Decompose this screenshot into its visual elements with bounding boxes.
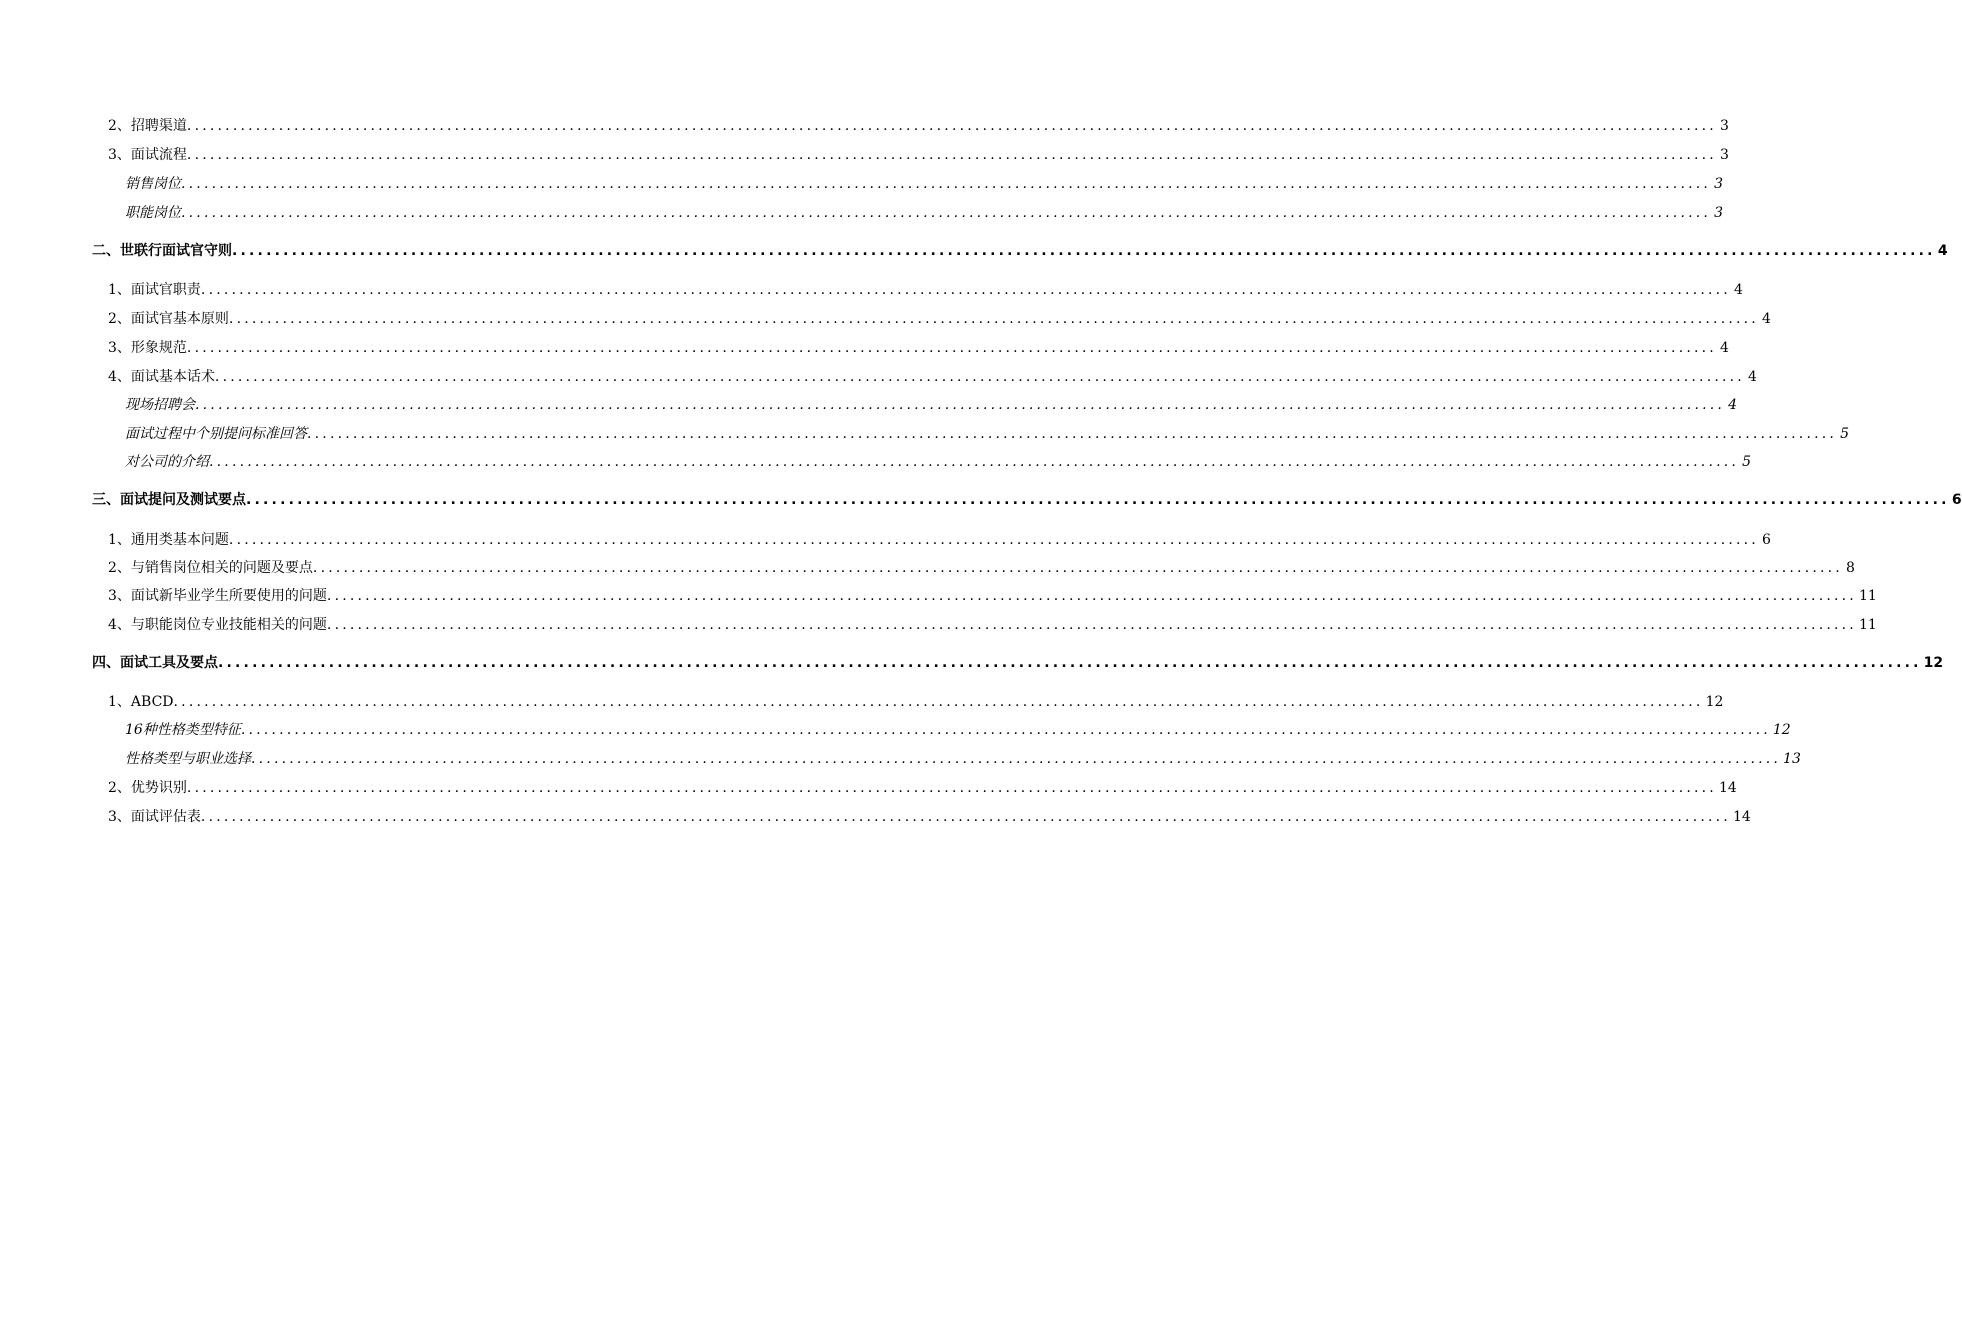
toc-dot-leader: ........................................................................................................................................................................................................ (246, 492, 1950, 508)
toc-entry-number: 2、 (108, 118, 131, 134)
toc-dot-leader: ........................................................................................................................................................................................................ (186, 147, 1717, 163)
toc-dot-leader: ........................................................................................................................................................................................................ (186, 118, 1717, 134)
toc-entry[interactable] (92, 653, 1944, 673)
toc-entry-label: ABCD (130, 694, 174, 710)
toc-entry[interactable] (125, 749, 1801, 769)
toc-entry[interactable] (108, 692, 1724, 712)
toc-entry-number: 3、 (108, 147, 131, 163)
toc-dot-leader: ........................................................................................................................................................................................................ (181, 205, 1712, 221)
toc-entry[interactable] (108, 778, 1737, 798)
toc-entry-page-number: 12 (1923, 655, 1944, 671)
toc-entry[interactable] (108, 338, 1729, 358)
toc-dot-leader: ........................................................................................................................................................................................................ (326, 588, 1857, 604)
toc-entry-label: 销售岗位 (125, 176, 181, 192)
toc-entry[interactable] (108, 367, 1757, 387)
toc-entry-page-number: 12 (1705, 694, 1724, 710)
toc-entry-page-number: 5 (1742, 454, 1752, 470)
toc-entry[interactable] (125, 452, 1752, 472)
toc-dot-leader: ........................................................................................................................................................................................................ (232, 243, 1936, 259)
toc-entry[interactable] (108, 530, 1771, 550)
toc-entry-label: 面试提问及测试要点 (120, 492, 246, 508)
toc-entry-page-number: 6 (1951, 492, 1962, 508)
toc-entry[interactable] (108, 309, 1771, 329)
toc-entry-page-number: 3 (1720, 147, 1729, 163)
toc-entry-number: 1、 (108, 282, 131, 298)
toc-entry-number: 3、 (108, 340, 131, 356)
toc-entry-number: 四、 (92, 655, 120, 671)
toc-entry-label: 面试基本话术 (130, 369, 215, 385)
toc-entry-label: 面试官基本原则 (130, 311, 229, 327)
toc-entry-number: 1、 (108, 694, 131, 710)
toc-entry[interactable] (108, 615, 1877, 635)
toc-entry-label: 面试流程 (130, 147, 187, 163)
toc-entry[interactable] (125, 174, 1724, 194)
toc-entry[interactable] (125, 720, 1791, 740)
toc-entry[interactable] (125, 203, 1724, 223)
toc-entry-label: 与职能岗位专业技能相关的问题 (130, 617, 327, 633)
toc-entry[interactable] (125, 395, 1738, 415)
toc-entry[interactable] (108, 807, 1751, 827)
toc-entry-label: 职能岗位 (125, 205, 181, 221)
toc-dot-leader: ........................................................................................................................................................................................................ (186, 340, 1717, 356)
toc-dot-leader: ........................................................................................................................................................................................................ (240, 722, 1771, 738)
toc-dot-leader: ........................................................................................................................................................................................................ (307, 426, 1838, 442)
toc-dot-leader: ........................................................................................................................................................................................................ (312, 560, 1843, 576)
toc-entry-number: 1、 (108, 532, 131, 548)
toc-entry-page-number: 6 (1762, 532, 1771, 548)
toc-entry[interactable] (92, 490, 1962, 510)
toc-entry-page-number: 4 (1937, 243, 1948, 259)
toc-entry-page-number: 14 (1732, 809, 1751, 825)
toc-entry-number: 2、 (108, 311, 131, 327)
toc-entry-page-number: 8 (1846, 560, 1855, 576)
toc-dot-leader: ........................................................................................................................................................................................................ (200, 282, 1731, 298)
toc-entry-number: 4、 (108, 369, 131, 385)
toc-entry-label: 面试评估表 (130, 809, 201, 825)
toc-entry-number: 二、 (92, 243, 120, 259)
toc-entry-page-number: 11 (1858, 617, 1877, 633)
toc-entry-page-number: 11 (1858, 588, 1877, 604)
toc-entry-number: 三、 (92, 492, 120, 508)
toc-entry-label: 面试过程中个别提问标准回答 (125, 426, 307, 442)
toc-entry-page-number: 4 (1720, 340, 1729, 356)
toc-dot-leader: ........................................................................................................................................................................................................ (173, 694, 1704, 710)
toc-entry-number: 3、 (108, 809, 131, 825)
toc-dot-leader: ........................................................................................................................................................................................................ (200, 809, 1731, 825)
toc-dot-leader: ........................................................................................................................................................................................................ (326, 617, 1857, 633)
toc-entry-page-number: 3 (1714, 176, 1724, 192)
toc-entry-number: 4、 (108, 617, 131, 633)
toc-entry-page-number: 4 (1728, 397, 1738, 413)
toc-dot-leader: ........................................................................................................................................................................................................ (209, 454, 1740, 470)
toc-entry-label: 与销售岗位相关的问题及要点 (130, 560, 313, 576)
toc-entry-label: 现场招聘会 (125, 397, 195, 413)
toc-dot-leader: ........................................................................................................................................................................................................ (228, 532, 1759, 548)
toc-entry[interactable] (108, 116, 1729, 136)
toc-entry-page-number: 14 (1718, 780, 1737, 796)
toc-dot-leader: ........................................................................................................................................................................................................ (218, 655, 1922, 671)
toc-entry[interactable] (108, 280, 1743, 300)
toc-entry-page-number: 13 (1783, 751, 1801, 767)
toc-dot-leader: ........................................................................................................................................................................................................ (181, 176, 1712, 192)
toc-entry[interactable] (108, 558, 1855, 578)
toc-dot-leader: ........................................................................................................................................................................................................ (214, 369, 1745, 385)
toc-entry-label: 招聘渠道 (130, 118, 187, 134)
toc-dot-leader: ........................................................................................................................................................................................................ (186, 780, 1717, 796)
toc-entry[interactable] (92, 241, 1948, 261)
toc-entry-label: 对公司的介绍 (125, 454, 209, 470)
toc-entry[interactable] (108, 586, 1877, 606)
toc-entry-page-number: 3 (1720, 118, 1729, 134)
toc-entry-label: 面试工具及要点 (120, 655, 218, 671)
toc-entry[interactable] (108, 145, 1729, 165)
toc-entry-label: 形象规范 (130, 340, 187, 356)
toc-dot-leader: ........................................................................................................................................................................................................ (251, 751, 1782, 767)
toc-entry-number: 3、 (108, 588, 131, 604)
toc-entry-page-number: 4 (1762, 311, 1771, 327)
toc-entry-label: 面试新毕业学生所要使用的问题 (130, 588, 327, 604)
toc-entry-label: 面试官职责 (130, 282, 201, 298)
toc-entry-page-number: 12 (1772, 722, 1791, 738)
toc-entry-label: 16种性格类型特征 (125, 722, 241, 738)
toc-entry-label: 性格类型与职业选择 (125, 751, 251, 767)
toc-entry[interactable] (125, 424, 1850, 444)
toc-entry-page-number: 3 (1714, 205, 1724, 221)
toc-entry-label: 优势识别 (130, 780, 187, 796)
toc-entry-page-number: 4 (1748, 369, 1757, 385)
toc-entry-number: 2、 (108, 780, 131, 796)
toc-entry-label: 通用类基本问题 (130, 532, 229, 548)
toc-dot-leader: ........................................................................................................................................................................................................ (195, 397, 1726, 413)
toc-dot-leader: ........................................................................................................................................................................................................ (228, 311, 1759, 327)
toc-entry-page-number: 5 (1840, 426, 1850, 442)
toc-entry-label: 世联行面试官守则 (120, 243, 232, 259)
toc-entry-number: 2、 (108, 560, 131, 576)
toc-entry-page-number: 4 (1734, 282, 1743, 298)
